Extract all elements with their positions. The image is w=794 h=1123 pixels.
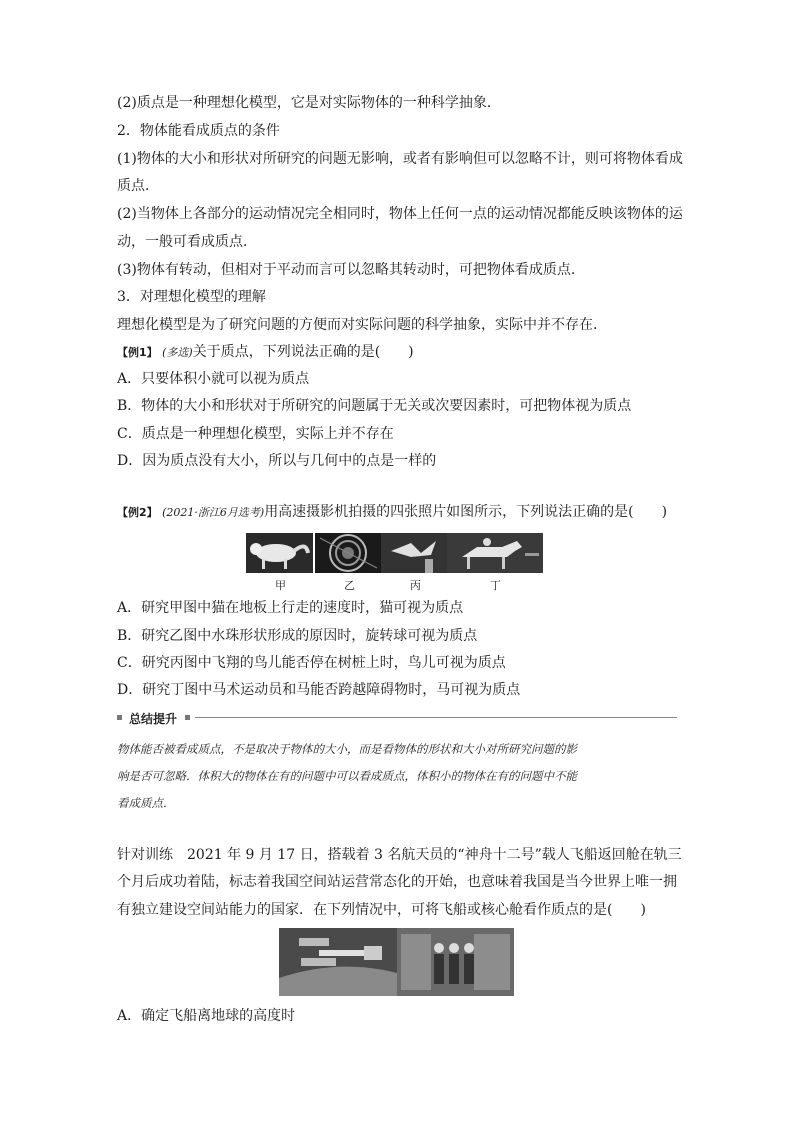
option-b: B．物体的大小和形状对于所研究的问题属于无关或次要因素时，可把物体视为质点 [117, 398, 632, 414]
example-tag: 【例2】 [117, 506, 158, 519]
text-line: (2)质点是一种理想化模型，它是对实际物体的一种科学抽象． [117, 95, 501, 111]
photo-spacecraft [279, 928, 514, 996]
text-line: (2)当物体上各部分的运动情况完全相同时，物体上任何一点的运动情况都能反映该物体的运 [117, 206, 683, 222]
question-text: 关于质点，下列说法正确的是( ) [192, 344, 414, 360]
summary-line: 看成质点． [117, 796, 175, 810]
photo-spinning-ball [315, 533, 382, 573]
multi-select-tag: (多选) [162, 346, 193, 359]
caption-jia: 甲 [275, 579, 286, 592]
example1-question [117, 343, 414, 362]
caption-yi: 乙 [344, 579, 355, 592]
text-line: (3)物体有转动，但相对于平动而言可以忽略其转动时，可把物体看成质点． [117, 262, 585, 278]
option-b: B．研究乙图中水珠形状形成的原因时，旋转球可视为质点 [117, 628, 478, 644]
summary-header [117, 711, 677, 725]
option-d: D．研究丁图中马术运动员和马能否跨越障碍物时，马可视为质点 [117, 682, 521, 698]
section-heading: 2．物体能看成质点的条件 [117, 123, 280, 139]
summary-line: 物体能否被看成质点，不是取决于物体的大小，而是看物体的形状和大小对所研究问题的影 [117, 742, 577, 756]
square-bullet-icon [117, 715, 122, 720]
section-heading: 3．对理想化模型的理解 [117, 289, 266, 305]
practice-line: 针对训练 2021 年 9 月 17 日，搭载着 3 名航天员的“神舟十二号”载人飞船返回舱在轨三 [117, 847, 682, 863]
photo-bird [381, 533, 448, 573]
option-a: A．确定飞船离地球的高度时 [117, 1008, 296, 1024]
summary-title: 总结提升 [129, 712, 178, 726]
text-line: 理想化模型是为了研究问题的方便而对实际问题的科学抽象，实际中并不存在． [117, 317, 607, 333]
square-bullet-icon [185, 715, 190, 720]
text-line: 动，一般可看成质点． [117, 234, 257, 250]
practice-line: 有独立建设空间站能力的国家．在下列情况中，可将飞船或核心舱看作质点的是( ) [117, 902, 646, 918]
source-tag: (2021·浙江6月选考) [162, 506, 265, 519]
option-d: D．因为质点没有大小，所以与几何中的点是一样的 [117, 453, 437, 469]
photo-horse-riders [447, 533, 543, 573]
practice-line: 个月后成功着陆，标志着我国空间站运营常态化的开始，也意味着我国是当今世界上唯一拥 [117, 874, 677, 890]
example-tag: 【例1】 [117, 346, 158, 359]
text-line: (1)物体的大小和形状对所研究的问题无影响，或者有影响但可以忽略不计，则可将物体看成 [117, 151, 683, 167]
photo-cat [246, 533, 313, 573]
divider [195, 717, 677, 718]
option-a: A．只要体积小就可以视为质点 [117, 371, 310, 387]
text-line: 质点． [117, 178, 159, 194]
summary-line: 响是否可忽略．体积大的物体在有的问题中可以看成质点，体积小的物体在有的问题中不能 [117, 769, 577, 783]
caption-bing: 丙 [410, 579, 421, 592]
option-c: C．研究丙图中飞翔的鸟儿能否停在树桩上时，鸟儿可视为质点 [117, 655, 506, 671]
caption-ding: 丁 [490, 579, 501, 592]
option-c: C．质点是一种理想化模型，实际上并不存在 [117, 426, 394, 442]
example2-question [117, 503, 667, 522]
option-a: A．研究甲图中猫在地板上行走的速度时，猫可视为质点 [117, 600, 464, 616]
question-text: 用高速摄影机拍摄的四张照片如图所示，下列说法正确的是( ) [264, 504, 668, 520]
